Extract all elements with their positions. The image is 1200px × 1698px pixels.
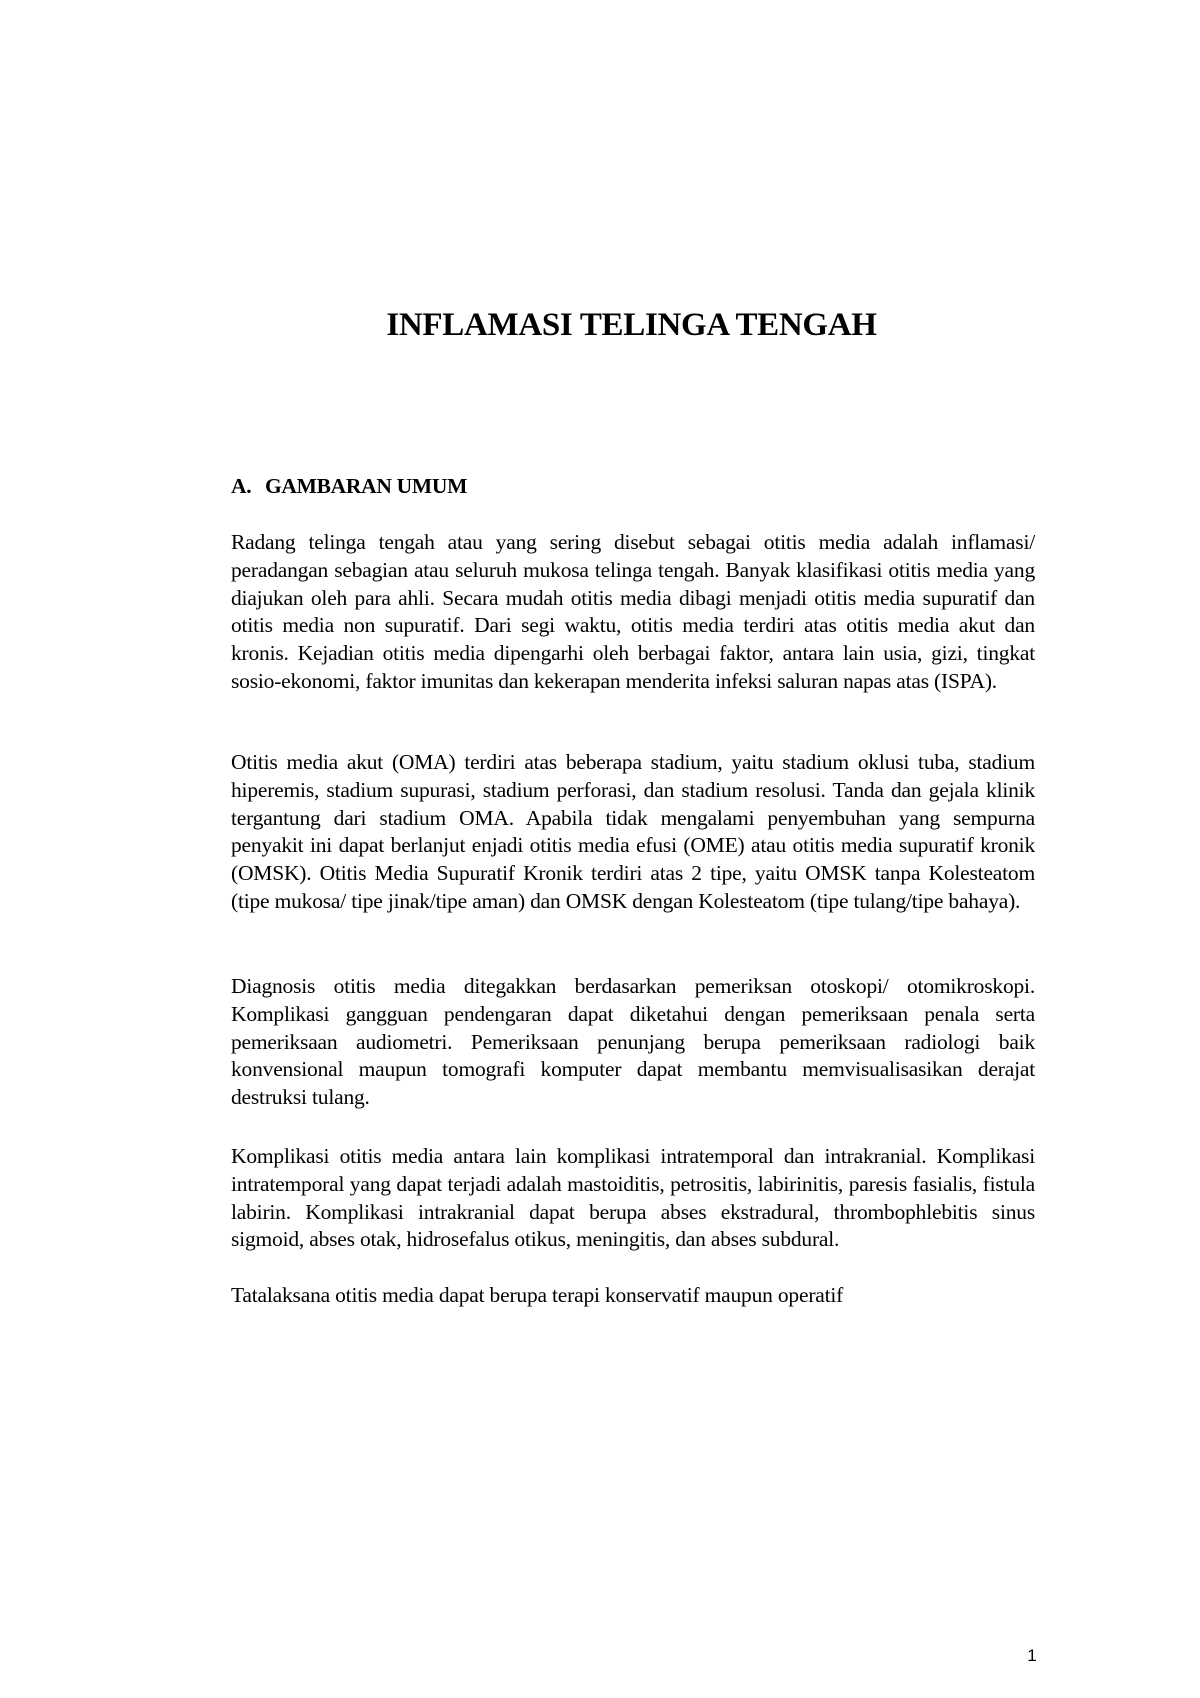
section-heading bbox=[231, 472, 467, 500]
paragraph-management: Tatalaksana otitis media dapat berupa terapi konservatif maupun operatif bbox=[231, 1283, 844, 1307]
paragraph-general-overview: Radang telinga tengah atau yang sering disebut sebagai otitis media adalah inflamasi/ peradangan sebagian atau seluruh mukosa telinga tengah. Banyak klasifikasi otitis media yang diajukan oleh para ahli. Secara mudah otitis media dibagi menjadi otitis media supuratif dan otitis media non supuratif. Dari segi waktu, otitis media terdiri atas otitis media akut dan kronis. Kejadian otitis media dipengarhi oleh berbagai faktor, antara lain usia, gizi, tingkat sosio-ekonomi, faktor imunitas dan kekerapan menderita infeksi saluran napas atas (ISPA). bbox=[231, 530, 1035, 693]
document-title: INFLAMASI TELINGA TENGAH bbox=[386, 307, 877, 343]
paragraph-complications: Komplikasi otitis media antara lain komplikasi intratemporal dan intrakranial. Komplikasi intratemporal yang dapat terjadi adalah mastoiditis, petrositis, labirinitis, paresis fasialis, fistula labirin. Komplikasi intrakranial dapat berupa abses ekstradural, thrombophlebitis sinus sigmoid, abses otak, hidrosefalus otikus, meningitis, dan abses subdural. bbox=[231, 1144, 1035, 1252]
page-number: 1 bbox=[1027, 1646, 1037, 1665]
paragraph-acute-otitis-media: Otitis media akut (OMA) terdiri atas beberapa stadium, yaitu stadium oklusi tuba, stadium hiperemis, stadium supurasi, stadium perforasi, dan stadium resolusi. Tanda dan gejala klinik tergantung dari stadium OMA. Apabila tidak mengalami penyembuhan yang sempurna penyakit ini dapat berlanjut enjadi otitis media efusi (OME) atau otitis media supuratif kronik (OMSK). Otitis Media Supuratif Kronik terdiri atas 2 tipe, yaitu OMSK tanpa Kolesteatom (tipe mukosa/ tipe jinak/tipe aman) dan OMSK dengan Kolesteatom (tipe tulang/tipe bahaya). bbox=[231, 750, 1035, 913]
section-heading-text: GAMBARAN UMUM bbox=[265, 474, 468, 498]
section-marker: A. bbox=[231, 474, 252, 498]
paragraph-diagnosis: Diagnosis otitis media ditegakkan berdasarkan pemeriksan otoskopi/ otomikroskopi. Komplikasi gangguan pendengaran dapat diketahui dengan pemeriksaan penala serta pemeriksaan audiometri. Pemeriksaan penunjang berupa pemeriksaan radiologi baik konvensional maupun tomografi komputer dapat membantu memvisualisasikan derajat destruksi tulang. bbox=[231, 974, 1035, 1110]
